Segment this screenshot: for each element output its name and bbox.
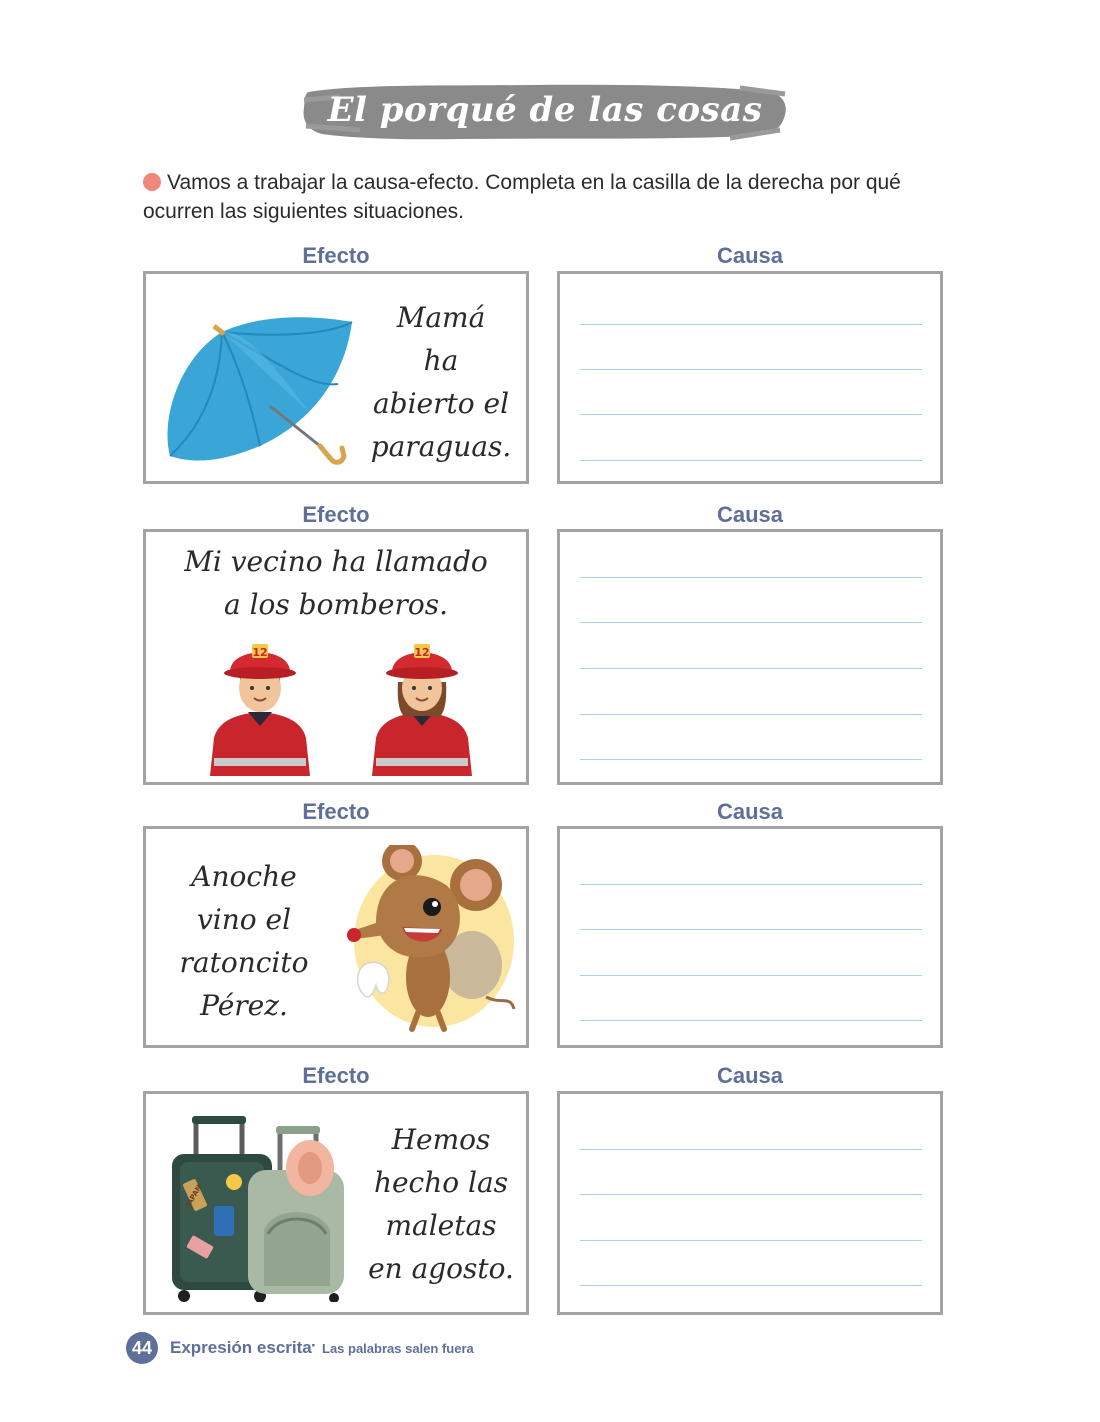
writing-line[interactable]: [580, 577, 922, 578]
page-title: El porqué de las cosas: [327, 90, 763, 130]
effect-line: vino el: [196, 903, 292, 936]
footer-subtitle: Las palabras salen fuera: [322, 1341, 474, 1356]
firefighter-male-icon: [210, 644, 310, 776]
effect-line: en agosto.: [368, 1252, 514, 1285]
effect-line: ratoncito: [179, 946, 309, 979]
helmet-number: 12: [414, 646, 430, 659]
writing-line[interactable]: [580, 369, 922, 370]
effect-line: paraguas.: [370, 430, 512, 463]
instructions-text: Vamos a trabajar la causa-efecto. Completa en la casilla de la derecha por qué ocurren las siguientes situaciones.: [143, 171, 901, 223]
effect-line: ha: [423, 344, 459, 377]
bullet-dot-icon: [143, 173, 161, 191]
writing-line[interactable]: [580, 622, 922, 623]
umbrella-icon: [160, 298, 360, 468]
writing-line[interactable]: [580, 975, 922, 976]
effect-header: Efecto: [302, 502, 370, 527]
effect-text-4: [361, 1118, 521, 1290]
effect-box-1: [143, 271, 529, 484]
writing-line[interactable]: [580, 414, 922, 415]
effect-box-2: [143, 529, 529, 785]
effect-line: Anoche: [191, 860, 297, 893]
writing-line[interactable]: [580, 1020, 922, 1021]
writing-line[interactable]: [580, 460, 922, 461]
cause-box-2[interactable]: [557, 529, 943, 785]
effect-line: Hemos: [391, 1123, 491, 1156]
cause-box-4[interactable]: [557, 1091, 943, 1315]
helmet-number: 12: [252, 646, 268, 659]
effect-line: a los bomberos.: [223, 588, 448, 621]
effect-text-3: [164, 855, 324, 1027]
sticker-text: JAPAN: [184, 1183, 204, 1209]
effect-line: hecho las: [373, 1166, 509, 1199]
cause-header: Causa: [716, 243, 784, 268]
effect-text-2: [156, 540, 516, 626]
writing-line[interactable]: [580, 1285, 922, 1286]
effect-text-1: [361, 296, 521, 468]
firefighters-icon: [204, 626, 474, 776]
effect-box-3: [143, 826, 529, 1048]
footer-section: Expresión escrita: [170, 1338, 312, 1357]
cause-header: Causa: [716, 799, 784, 824]
writing-line[interactable]: [580, 929, 922, 930]
effect-header: Efecto: [302, 799, 370, 824]
cause-header: Causa: [716, 502, 784, 527]
writing-line[interactable]: [580, 1194, 922, 1195]
page-number: 44: [126, 1332, 158, 1364]
mouse-icon: [346, 845, 518, 1035]
writing-line[interactable]: [580, 1149, 922, 1150]
effect-line: Mi vecino ha llamado: [184, 545, 488, 578]
firefighter-female-icon: [372, 644, 472, 776]
effect-line: Mamá: [396, 301, 486, 334]
effect-header: Efecto: [302, 243, 370, 268]
instructions: [143, 168, 963, 226]
writing-line[interactable]: [580, 759, 922, 760]
footer-separator: ·: [311, 1336, 317, 1355]
title-banner: [300, 78, 790, 146]
writing-line[interactable]: [580, 668, 922, 669]
effect-header: Efecto: [302, 1063, 370, 1088]
writing-line[interactable]: [580, 1240, 922, 1241]
cause-header: Causa: [716, 1063, 784, 1088]
effect-line: abierto el: [372, 387, 510, 420]
effect-box-4: [143, 1091, 529, 1315]
writing-line[interactable]: [580, 884, 922, 885]
writing-line[interactable]: [580, 714, 922, 715]
cause-box-3[interactable]: [557, 826, 943, 1048]
writing-line[interactable]: [580, 324, 922, 325]
cause-box-1[interactable]: [557, 271, 943, 484]
effect-line: maletas: [385, 1209, 497, 1242]
suitcases-icon: [164, 1110, 350, 1302]
effect-line: Pérez.: [200, 989, 288, 1022]
